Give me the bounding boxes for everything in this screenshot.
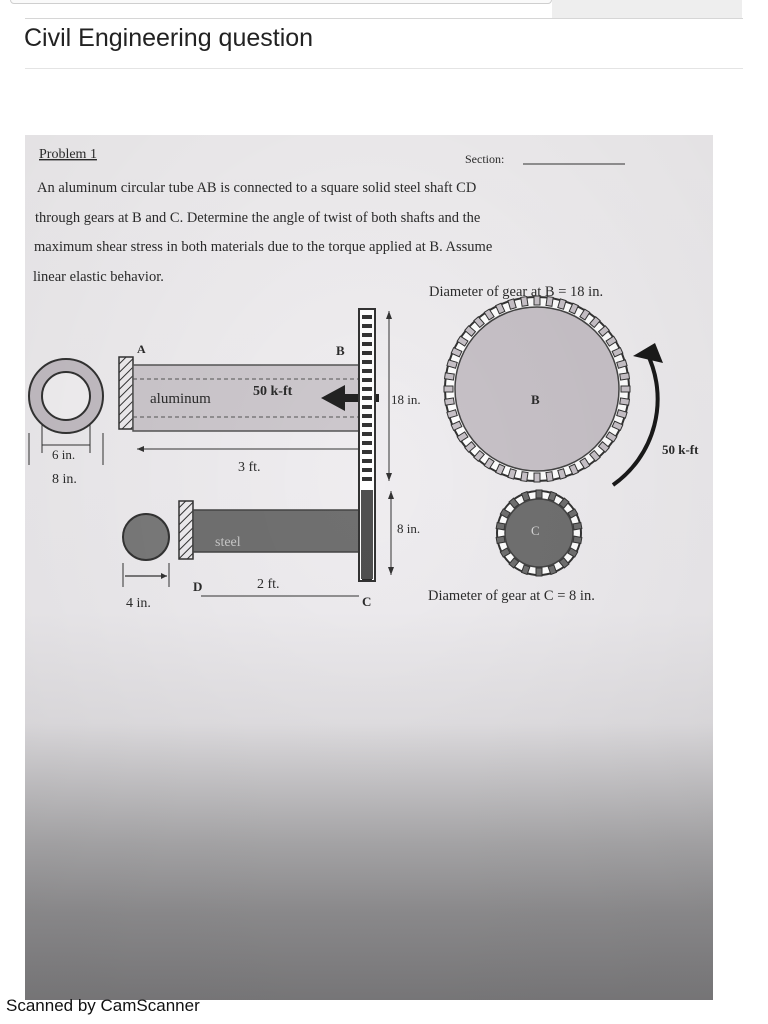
problem-figure (25, 135, 713, 1000)
photo-shading (25, 135, 713, 1000)
header-divider (25, 18, 743, 19)
camscanner-watermark: Scanned by CamScanner (6, 996, 200, 1015)
top-toolbar-strip (552, 0, 742, 18)
question-photo[interactable] (25, 135, 713, 1000)
title-divider (25, 68, 743, 69)
top-search-field[interactable] (10, 0, 552, 4)
page-title: Civil Engineering question (24, 24, 314, 52)
